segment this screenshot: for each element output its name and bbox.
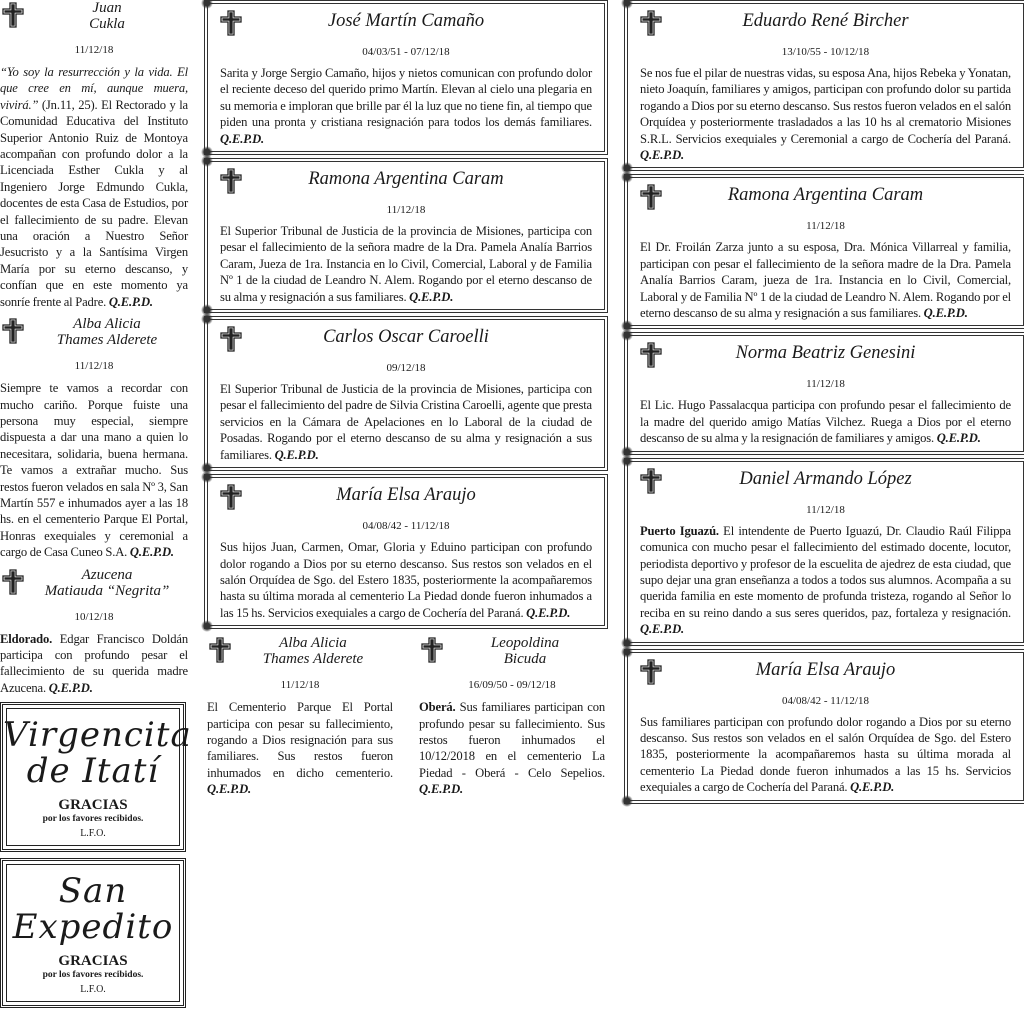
cross-icon: [421, 637, 443, 663]
body-text: El Superior Tribunal de Justicia de la provincia de Misiones, participa con pesar el fallecimiento del padre de Silvia Cristina Caroelli, agente que presta servicios en la Cámara de Apelaciones en lo Laboral de la ciudad de Posadas. Rogando por el eterno descanso de su alma y resignación a sus familiares.: [220, 382, 592, 462]
obituary: [627, 3, 1024, 168]
body-text: Sus familiares participan con profundo pesar su fallecimiento. Sus restos fueron inhumados el 10/12/2018 en el cementerio La Piedad - Oberá - Celo Sepelios.: [419, 700, 605, 780]
obituary-name: Daniel Armando López: [739, 468, 912, 489]
obituary-date: 04/08/42 - 11/12/18: [782, 694, 869, 707]
qepd: Q.E.P.D.: [108, 294, 153, 309]
gracias-notice: [0, 858, 186, 1008]
obituary-name: Eduardo René Bircher: [742, 11, 909, 31]
body-text: El Lic. Hugo Passalacqua participa con profundo pesar el fallecimiento de la madre del querido amigo Matías Vilchez. Ruega a Dios por el eterno descanso de su alma y la resignación de familiares y amigos.: [640, 398, 1011, 446]
obituary-name: Norma Beatriz Genesini: [735, 343, 916, 364]
location-lead: Eldorado.: [0, 631, 53, 646]
obituary: [627, 652, 1024, 801]
obituary-date: 11/12/18: [806, 220, 845, 233]
qepd: Q.E.P.D.: [129, 545, 174, 560]
obituary-name: Alba Alicia Thames Alderete: [262, 635, 364, 668]
obituary-text: [220, 539, 592, 621]
obituary-date: 11/12/18: [386, 204, 426, 217]
obituary: [207, 319, 605, 468]
cross-icon: [220, 168, 242, 194]
obituary-name: Alba Alicia Thames Alderete: [56, 316, 158, 349]
obituary: [207, 477, 605, 626]
obituary-name: Leopoldina Bicuda: [490, 635, 560, 668]
qepd: Q.E.P.D.: [419, 782, 464, 797]
location-lead: Oberá.: [419, 700, 456, 715]
body-text: (Jn.11, 25). El Rectorado y la Comunidad Educativa del Instituto Superior Antonio Ruiz de Montoya acompañan con profundo dolor a la Licenciada Esther Cukla y al Ingeniero Jorge Edmundo Cukla, docentes de esta Casa de Estudios, por el fallecimiento de su padre. Elevan una oración a Nuestro Señor Jesucristo y a la Santísima Virgen María por su eterno descanso, y confían que en este momento ya sonríe frente al Padre.: [0, 97, 188, 309]
obituary: [207, 3, 605, 152]
obituary-date: 16/09/50 - 09/12/18: [468, 679, 556, 692]
qepd: Q.E.P.D.: [640, 148, 685, 163]
obituary-text: [220, 381, 592, 463]
obituary-text: [640, 397, 1011, 446]
gracias-subtitle: por los favores recibidos.: [42, 970, 144, 981]
cross-icon: [2, 2, 24, 28]
gracias-initials: L.F.O.: [80, 984, 106, 996]
column-2: [207, 0, 605, 804]
qepd: Q.E.P.D.: [936, 431, 981, 446]
obituary-date: 11/12/18: [74, 44, 114, 56]
body-text: Sus familiares participan con profundo dolor rogando a Dios por su eterno descanso. Sus restos son velados en el salón Orquídea de Sgo. del Estero 1835, posteriormente la acompañaremos hasta su última morada al cementerio La Piedad donde fueron inhumados a las 15 hs. Servicios exequiales a cargo de Cochería del Paraná.: [640, 714, 1011, 795]
obituary-text: [0, 631, 188, 697]
obituary: [627, 177, 1024, 326]
cross-icon: [220, 10, 242, 36]
obituary-date: 11/12/18: [74, 360, 114, 373]
cross-icon: [220, 484, 242, 510]
obituary-text: [640, 523, 1011, 638]
qepd: Q.E.P.D.: [850, 780, 895, 795]
gracias-subtitle: por los favores recibidos.: [42, 814, 144, 825]
body-text: Sus hijos Juan, Carmen, Omar, Gloria y Eduino participan con profundo dolor rogando a Dios por su eterno descanso. Sus restos son velados en el salón Orquídea de Sgo. del Estero 1835, posteriormente la acompañaremos hasta su última morada al cementerio La Piedad donde fueron inhumados a las 15 hs. Servicios exequiales a cargo de Cochería del Paraná.: [220, 540, 592, 620]
obituary-date: 11/12/18: [806, 378, 845, 391]
script-title: Virgencita de Itatí: [3, 715, 192, 792]
cross-icon: [640, 659, 662, 685]
obituary: [207, 635, 393, 797]
column-3: [627, 0, 1024, 810]
obituary-date: 11/12/18: [806, 503, 845, 516]
obituary-name: Juan Cukla: [89, 0, 125, 32]
body-text: Se nos fue el pilar de nuestras vidas, su esposa Ana, hijos Rebeka y Yonatan, nieto Joaquín, familiares y amigos, participan con profundo dolor su partida rogando a Dios por su eterno descanso. Sus restos fueron velados en el salón Orquídea y posteriormente trasladados a las 10 hs al crematorio Misiones S.R.L. Servicios exequiales y Ceremonial a cargo de Cochería del Paraná.: [640, 66, 1011, 146]
bottom-notices: [207, 635, 605, 803]
obituary: [0, 316, 188, 560]
obituary-text: [640, 65, 1011, 163]
obituary-date: 11/12/18: [280, 679, 320, 692]
obituary: [0, 0, 188, 310]
obituary: [627, 461, 1024, 643]
gracias-initials: L.F.O.: [80, 828, 106, 840]
qepd: Q.E.P.D.: [409, 289, 454, 304]
qepd: Q.E.P.D.: [923, 306, 968, 321]
obituary-text: [220, 223, 592, 305]
cross-icon: [2, 569, 24, 595]
column-1: [0, 0, 192, 1008]
obituary-date: 04/03/51 - 07/12/18: [362, 46, 450, 58]
gracias-title: GRACIAS: [58, 797, 128, 814]
qepd: Q.E.P.D.: [640, 622, 685, 637]
location-lead: Puerto Iguazú.: [640, 523, 719, 538]
obituary-date: 13/10/55 - 10/12/18: [781, 46, 870, 58]
obituary-text: [0, 64, 188, 310]
body-text: Edgar Francisco Doldán participa con profundo pesar el fallecimiento de su querida madre Azucena.: [0, 631, 188, 695]
obituary: [627, 335, 1024, 451]
obituary-text: [419, 699, 605, 797]
body-text: El Dr. Froilán Zarza junto a su esposa, Dra. Mónica Villarreal y familia, participan con pesar el fallecimiento de la señora madre de la Dra. Pamela Analía Barrios Caram, jueza de 1ra. Instancia en lo Civil, Comercial, Laboral y de Familia Nº 1 de la ciudad de Leandro N. Alem. Rogando por el eterno descanso de su alma y resignación a sus familiares.: [640, 240, 1011, 321]
obituary-name: Ramona Argentina Caram: [727, 185, 924, 206]
cross-icon: [2, 318, 24, 344]
obituary-text: [0, 380, 188, 560]
qepd: Q.E.P.D.: [207, 782, 252, 797]
qepd: Q.E.P.D.: [526, 605, 571, 620]
cross-icon: [220, 326, 242, 352]
obituary-name: José Martín Camaño: [327, 11, 485, 31]
body-text: Sarita y Jorge Sergio Camaño, hijos y nietos comunican con profundo dolor el reciente deceso del querido primo Martín. Elevan al cielo una plegaria en su memoria e imploran que brille par él la luz que no tiene fin, al tiempo que piden una pronta y cristiana resignación para todos los demás familiares.: [220, 66, 592, 130]
cross-icon: [640, 184, 662, 210]
cross-icon: [640, 342, 662, 368]
gracias-title: GRACIAS: [58, 953, 128, 970]
body-text: El Cementerio Parque El Portal participa con pesar su fallecimiento, rogando a Dios resignación para sus familiares. Sus restos fueron inhumados en dicho cementerio.: [207, 700, 393, 780]
obituary-text: [220, 65, 592, 147]
obituary-name: Carlos Oscar Caroelli: [323, 327, 489, 348]
obituary-text: [640, 714, 1011, 796]
body-text: El Superior Tribunal de Justicia de la provincia de Misiones, participa con pesar el fallecimiento de la señora madre de la Dra. Pamela Analía Barrios Caram, Jueza de 1ra. Instancia en lo Civil, Comercial, Laboral y de Familia Nº 1 de la ciudad de Leandro N. Alem. Rogando por el eterno descanso de su alma y resignación a sus familiares.: [220, 224, 592, 304]
script-title: San Expedito: [12, 871, 174, 948]
gracias-notice: [0, 702, 192, 852]
qepd: Q.E.P.D.: [220, 131, 265, 146]
qepd: Q.E.P.D.: [274, 447, 319, 462]
obituary-date: 09/12/18: [386, 362, 426, 375]
body-text: Siempre te vamos a recordar con mucho cariño. Porque fuiste una persona muy especial, siempre dispuesta a dar una mano a quien lo necesitara, solidaria, buena hermana. Te vamos a extrañar mucho. Sus restos fueron velados en sala Nº 3, San Martín 557 e inhumados ayer a las 18 hs. en el cementerio Parque El Portal, Honras exequiales y ceremonial a cargo de Casa Cuneo S.A.: [0, 381, 188, 560]
body-text: El intendente de Puerto Iguazú, Dr. Claudio Raúl Filippa comunica con mucho pesar el fallecimiento del estimado docente, locutor, periodista deportivo y profesor de la escuelita de ajedrez de esta ciudad, que supo dejar una gran enseñanza a todos a todos sus alumnos. Acompaña a su querida familia en este momento de profunda tristeza, rogando al Señor lo reciba en su reino dando a sus seres queridos, paz, fortaleza y resignación.: [640, 523, 1011, 620]
obituary-date: 10/12/18: [74, 610, 114, 623]
qepd: Q.E.P.D.: [48, 680, 93, 695]
cross-icon: [640, 10, 662, 36]
cross-icon: [209, 637, 231, 663]
obituary: [0, 567, 188, 697]
obituary-name: Azucena Matiauda “Negrita”: [44, 566, 170, 599]
obituary-name: Ramona Argentina Caram: [308, 169, 504, 190]
obituary-name: María Elsa Araujo: [755, 659, 896, 680]
obituary-name: María Elsa Araujo: [336, 485, 476, 506]
obituary-text: [207, 699, 393, 797]
cross-icon: [640, 468, 662, 494]
obituary-date: 04/08/42 - 11/12/18: [362, 520, 450, 533]
obituary: [207, 161, 605, 310]
quote: “Yo soy la resurrección y la vida. El que cree en mí, aunque muera, vivirá.”: [0, 65, 188, 112]
obituary: [419, 635, 605, 797]
obituary-text: [640, 239, 1011, 321]
